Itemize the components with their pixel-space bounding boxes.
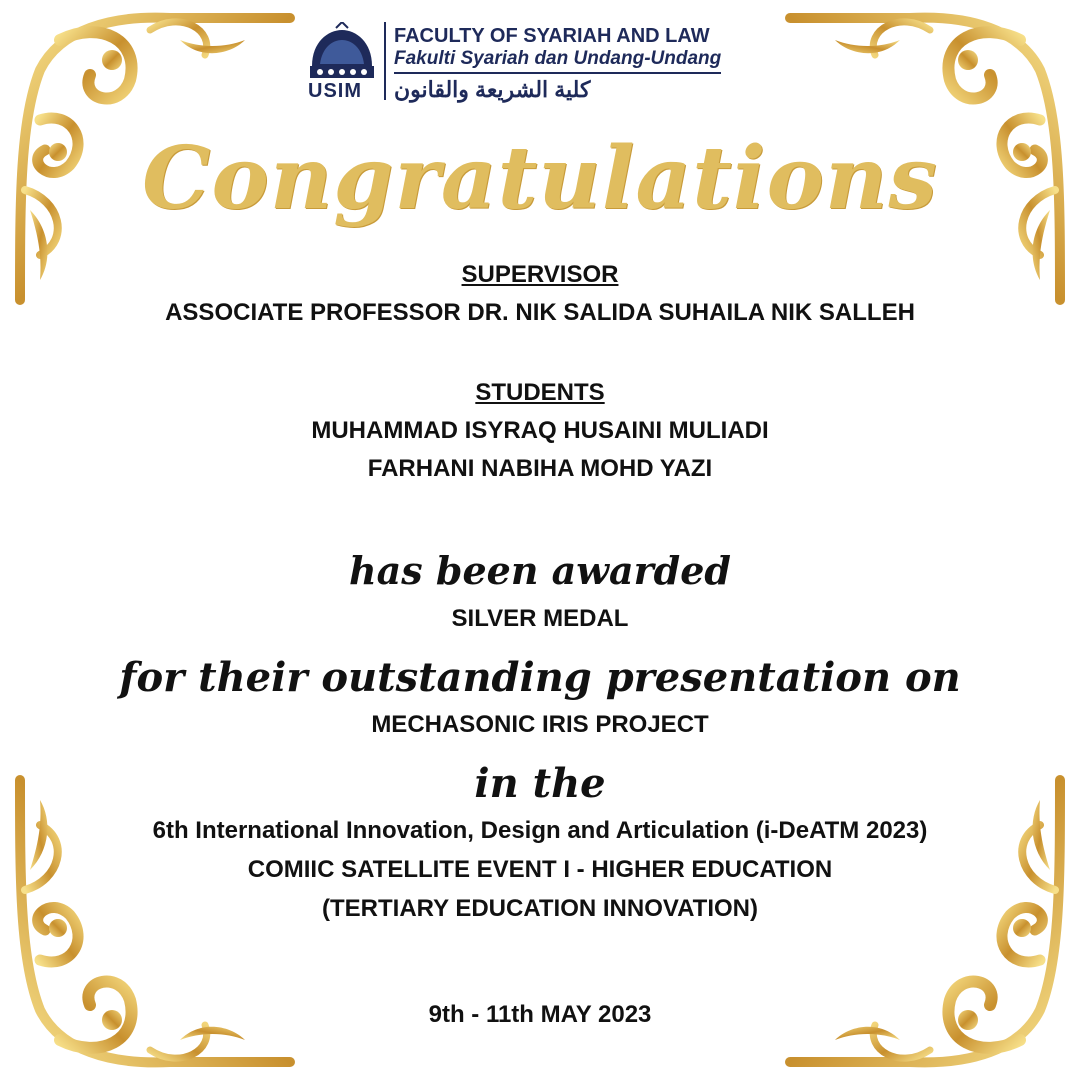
supervisor-heading: SUPERVISOR	[461, 261, 619, 288]
event-name: 6th International Innovation, Design and Articulation (i-DeATM 2023)	[152, 817, 928, 844]
faculty-names	[394, 22, 721, 104]
in-the-phrase: in the	[474, 760, 606, 807]
faculty-name-arabic: كلية الشريعة والقانون	[394, 77, 591, 102]
supervisor-name: ASSOCIATE PROFESSOR DR. NIK SALIDA SUHAILA NIK SALLEH	[165, 299, 915, 326]
congratulations-title: Congratulations	[142, 128, 938, 229]
medal-name: SILVER MEDAL	[451, 605, 629, 632]
usim-emblem	[306, 22, 378, 102]
project-name: MECHASONIC IRIS PROJECT	[371, 711, 709, 738]
student-name: MUHAMMAD ISYRAQ HUSAINI MULIADI	[311, 417, 769, 444]
event-subcategory: (TERTIARY EDUCATION INNOVATION)	[322, 895, 758, 922]
faculty-logo	[306, 22, 721, 102]
presentation-phrase: for their outstanding presentation on	[119, 654, 961, 701]
students-heading: STUDENTS	[475, 379, 605, 406]
faculty-name-english: FACULTY OF SYARIAH AND LAW	[394, 25, 710, 47]
event-category: COMIIC SATELLITE EVENT I - HIGHER EDUCATION	[247, 856, 833, 883]
faculty-name-malay: Fakulti Syariah dan Undang-Undang	[394, 48, 721, 74]
student-name: FARHANI NABIHA MOHD YAZI	[367, 455, 713, 482]
event-date: 9th - 11th MAY 2023	[428, 1001, 652, 1028]
awarded-phrase: has been awarded	[349, 548, 731, 593]
logo-divider	[384, 22, 386, 100]
usim-acronym: USIM	[308, 80, 362, 102]
mosque-dome-icon	[306, 22, 378, 80]
